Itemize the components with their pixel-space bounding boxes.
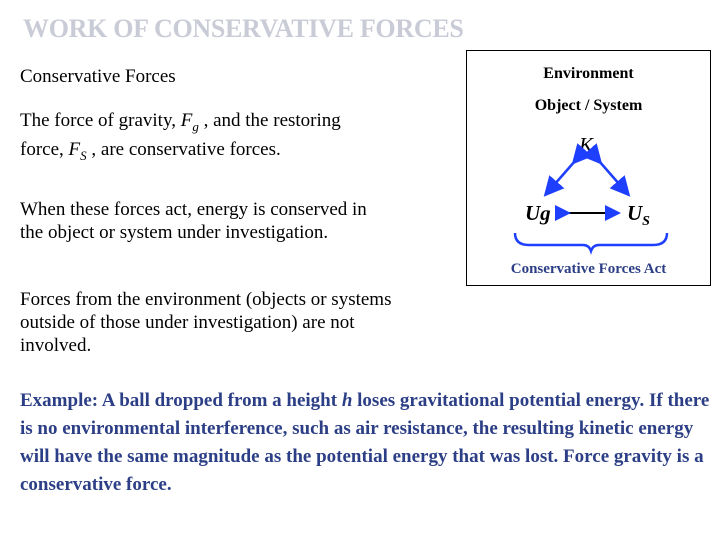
k-us-arrow <box>599 161 627 193</box>
environment-label: Environment <box>543 65 634 82</box>
para1-text-end: , are conservative forces. <box>86 138 281 160</box>
slide-title: WORK OF CONSERVATIVE FORCES <box>23 14 464 43</box>
us-subscript: S <box>642 214 650 230</box>
kinetic-energy-label: K <box>579 133 594 157</box>
fs-symbol: $F_S$ <box>68 138 87 163</box>
fs-subscript: S <box>80 147 87 163</box>
grouping-brace <box>515 233 667 251</box>
object-system-label: Object / System <box>534 97 643 114</box>
fg-subscript: g <box>192 118 199 134</box>
para1-text-start: The force of gravity, <box>20 110 181 131</box>
height-symbol: h <box>341 390 353 411</box>
energy-arrows <box>467 51 712 287</box>
energy-diagram-panel <box>466 50 711 286</box>
conservative-forces-caption: Conservative Forces Act <box>510 261 667 277</box>
example-paragraph <box>20 387 710 499</box>
section-heading: Conservative Forces <box>20 66 176 87</box>
spring-energy-label: $U_S$ <box>627 201 650 230</box>
energy-conserved-paragraph: When these forces act, energy is conserved in the object or system under investigation. <box>20 199 367 243</box>
example-text-start: Example: A ball dropped from a height <box>20 390 342 411</box>
fg-symbol: $F_g$ <box>180 110 199 134</box>
para1-text-mid: , and the restoring force, <box>20 110 341 160</box>
k-ug-arrow <box>547 161 575 193</box>
gravitational-energy-label: Ug <box>525 201 551 225</box>
environment-paragraph: Forces from the environment (objects or systems outside of those under investigation) are not involved. <box>20 289 392 356</box>
example-text-end: loses gravitational potential energy. If there is no environmental interference, such as air resistance, the resulting kinetic energy will have the same magnitude as the potential energy that was lost. Force gravity is a conservative force. <box>20 390 710 495</box>
gravity-restoring-paragraph <box>20 109 380 167</box>
